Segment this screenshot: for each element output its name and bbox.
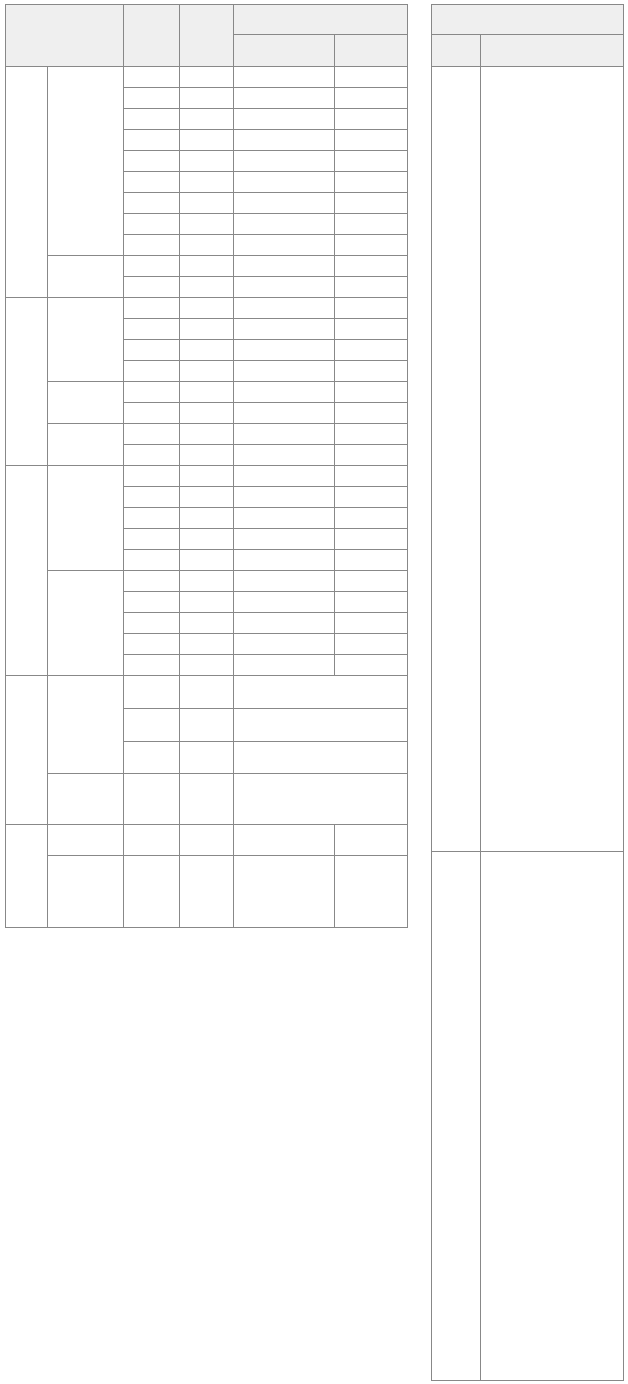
type-code	[180, 88, 234, 109]
diameter-series	[335, 277, 408, 298]
table-row	[6, 825, 408, 856]
group-name	[6, 466, 48, 676]
type-code	[180, 571, 234, 592]
width-series	[234, 340, 335, 361]
width-series	[234, 235, 335, 256]
combo-code	[124, 235, 180, 256]
combo-code	[124, 67, 180, 88]
subgroup-name	[48, 382, 124, 424]
width-series	[234, 361, 335, 382]
header-combo-code	[124, 5, 180, 67]
diameter-series	[335, 529, 408, 550]
diameter-series	[335, 634, 408, 655]
type-code	[180, 550, 234, 571]
width-series	[234, 445, 335, 466]
width-series	[234, 592, 335, 613]
diameter-series	[335, 382, 408, 403]
header-width-series	[234, 35, 335, 67]
table-row	[6, 571, 408, 592]
subgroup-name	[48, 571, 124, 676]
type-code	[180, 319, 234, 340]
type-code	[180, 529, 234, 550]
width-series	[234, 130, 335, 151]
diameter-series	[335, 151, 408, 172]
diameter-series	[335, 825, 408, 856]
combo-code	[124, 571, 180, 592]
width-series	[234, 67, 335, 88]
table-row	[6, 856, 408, 928]
width-series	[234, 655, 335, 676]
group-name	[6, 676, 48, 825]
combo-code	[124, 319, 180, 340]
diameter-series	[335, 592, 408, 613]
header-type-code	[180, 5, 234, 67]
combo-code	[124, 193, 180, 214]
diameter-series	[335, 172, 408, 193]
width-series	[234, 151, 335, 172]
type-code	[180, 742, 234, 774]
table-row	[6, 382, 408, 403]
subgroup-name	[48, 67, 124, 256]
type-code	[180, 466, 234, 487]
bore-code-table	[431, 4, 624, 1381]
type-code	[180, 214, 234, 235]
table-row	[6, 298, 408, 319]
width-series	[234, 277, 335, 298]
subgroup-name	[48, 774, 124, 825]
diameter-series	[335, 508, 408, 529]
type-code	[180, 487, 234, 508]
combo-code	[124, 109, 180, 130]
size-series	[234, 774, 408, 825]
table-row	[6, 424, 408, 445]
bearing-code-table	[5, 4, 408, 928]
width-series	[234, 613, 335, 634]
diameter-series	[335, 613, 408, 634]
type-code	[180, 277, 234, 298]
combo-code	[124, 709, 180, 742]
type-code	[180, 676, 234, 709]
diameter-series	[335, 109, 408, 130]
diameter-series	[335, 256, 408, 277]
type-code	[180, 424, 234, 445]
type-code	[180, 774, 234, 825]
header-code	[432, 35, 481, 67]
combo-code	[124, 445, 180, 466]
type-code	[180, 856, 234, 928]
type-code	[180, 655, 234, 676]
combo-code	[124, 424, 180, 445]
type-code	[180, 709, 234, 742]
diameter-series	[335, 571, 408, 592]
diameter-series	[335, 130, 408, 151]
combo-code	[124, 151, 180, 172]
type-code	[180, 445, 234, 466]
combo-code	[124, 340, 180, 361]
combo-code	[124, 655, 180, 676]
width-series	[234, 529, 335, 550]
combo-code	[124, 676, 180, 709]
table-row	[6, 774, 408, 825]
width-series	[234, 856, 335, 928]
subgroup-name	[48, 676, 124, 774]
width-series	[234, 109, 335, 130]
type-code	[180, 298, 234, 319]
diameter-series	[335, 88, 408, 109]
bore-block-1-codes	[432, 67, 481, 852]
type-code	[180, 508, 234, 529]
size-series	[234, 742, 408, 774]
combo-code	[124, 256, 180, 277]
combo-code	[124, 825, 180, 856]
width-series	[234, 508, 335, 529]
type-code	[180, 634, 234, 655]
width-series	[234, 193, 335, 214]
diameter-series	[335, 655, 408, 676]
width-series	[234, 487, 335, 508]
combo-code	[124, 277, 180, 298]
header-bore-size	[481, 35, 624, 67]
type-code	[180, 340, 234, 361]
combo-code	[124, 529, 180, 550]
type-code	[180, 67, 234, 88]
type-code	[180, 193, 234, 214]
type-code	[180, 382, 234, 403]
width-series	[234, 550, 335, 571]
group-name	[6, 825, 48, 928]
bore-block-2-sizes	[481, 852, 624, 1381]
type-code	[180, 403, 234, 424]
combo-code	[124, 172, 180, 193]
type-code	[180, 151, 234, 172]
combo-code	[124, 613, 180, 634]
subgroup-name	[48, 825, 124, 856]
combo-code	[124, 592, 180, 613]
subgroup-name	[48, 856, 124, 928]
width-series	[234, 256, 335, 277]
group-name	[6, 298, 48, 466]
width-series	[234, 424, 335, 445]
subgroup-name	[48, 424, 124, 466]
size-series	[234, 709, 408, 742]
header-bore-code	[432, 5, 624, 35]
type-code	[180, 235, 234, 256]
subgroup-name	[48, 256, 124, 298]
width-series	[234, 172, 335, 193]
header-size-series	[234, 5, 408, 35]
header-bearing-type	[6, 5, 124, 67]
combo-code	[124, 403, 180, 424]
diameter-series	[335, 424, 408, 445]
table-row	[6, 67, 408, 88]
combo-code	[124, 88, 180, 109]
type-code	[180, 361, 234, 382]
diameter-series	[335, 235, 408, 256]
diameter-series	[335, 856, 408, 928]
bore-block-1-sizes	[481, 67, 624, 852]
combo-code	[124, 550, 180, 571]
type-code	[180, 613, 234, 634]
combo-code	[124, 742, 180, 774]
combo-code	[124, 856, 180, 928]
width-series	[234, 634, 335, 655]
diameter-series	[335, 298, 408, 319]
table-row	[6, 676, 408, 709]
combo-code	[124, 466, 180, 487]
width-series	[234, 571, 335, 592]
diameter-series	[335, 340, 408, 361]
combo-code	[124, 487, 180, 508]
type-code	[180, 825, 234, 856]
diameter-series	[335, 445, 408, 466]
width-series	[234, 825, 335, 856]
table-row	[6, 466, 408, 487]
width-series	[234, 214, 335, 235]
type-code	[180, 172, 234, 193]
bore-block-2-codes	[432, 852, 481, 1381]
diameter-series	[335, 550, 408, 571]
diameter-series	[335, 487, 408, 508]
diameter-series	[335, 67, 408, 88]
type-code	[180, 592, 234, 613]
size-series	[234, 676, 408, 709]
diameter-series	[335, 466, 408, 487]
combo-code	[124, 508, 180, 529]
width-series	[234, 319, 335, 340]
header-diameter-series	[335, 35, 408, 67]
combo-code	[124, 214, 180, 235]
width-series	[234, 382, 335, 403]
table-row	[6, 256, 408, 277]
combo-code	[124, 382, 180, 403]
width-series	[234, 88, 335, 109]
combo-code	[124, 634, 180, 655]
combo-code	[124, 774, 180, 825]
diameter-series	[335, 214, 408, 235]
combo-code	[124, 130, 180, 151]
type-code	[180, 130, 234, 151]
group-name	[6, 67, 48, 298]
type-code	[180, 109, 234, 130]
width-series	[234, 403, 335, 424]
combo-code	[124, 361, 180, 382]
diameter-series	[335, 319, 408, 340]
type-code	[180, 256, 234, 277]
subgroup-name	[48, 298, 124, 382]
width-series	[234, 298, 335, 319]
subgroup-name	[48, 466, 124, 571]
combo-code	[124, 298, 180, 319]
diameter-series	[335, 361, 408, 382]
width-series	[234, 466, 335, 487]
diameter-series	[335, 193, 408, 214]
diameter-series	[335, 403, 408, 424]
